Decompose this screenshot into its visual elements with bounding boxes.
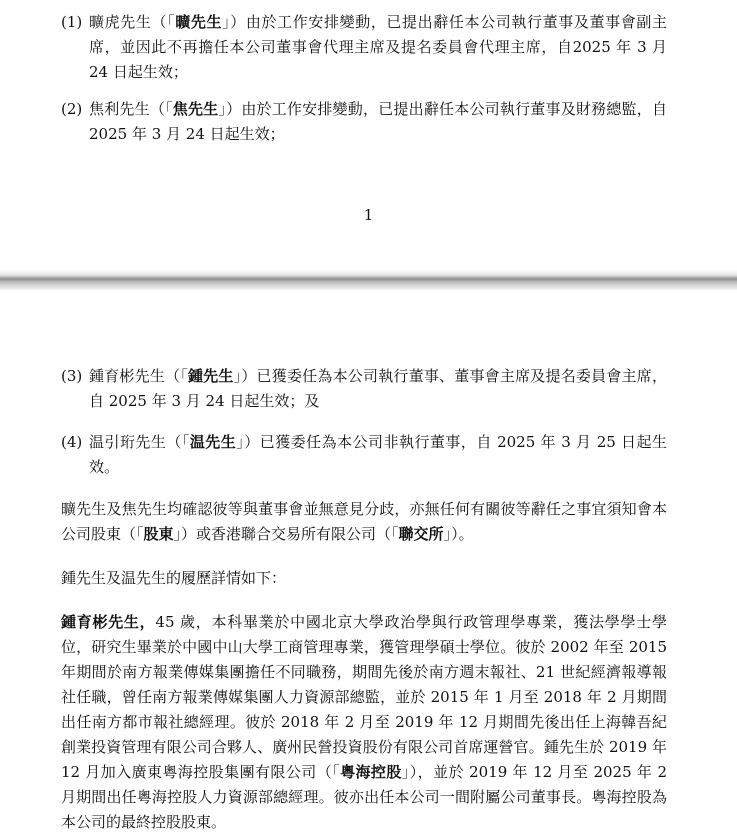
list-item-text [61,364,667,414]
list-item-text [61,10,667,85]
defined-term: 聯交所 [398,525,444,543]
text-segment: 」），並於 2019 年 12 月至 2025 年 2 月期間出任粵海控股人力資源部總經理。彼亦出任本公司一間附屬公司董事長。粵海控股為本公司的最終控股股東。 [61,763,667,831]
text-segment: 」）。 [443,525,474,543]
defined-term: 股東 [143,525,174,543]
text-segment: 曠虎先生（「 [89,13,176,31]
page-separator [0,270,737,290]
list-item-number: (1) [61,13,83,31]
list-item-number: (4) [61,433,83,451]
document-page-2 [0,290,737,831]
defined-term: 曠先生 [175,13,223,31]
list-item-text [61,430,667,480]
text-segment: 鍾育彬先生（「 [89,367,188,385]
defined-term: 温先生 [189,433,237,451]
text-segment: 」）已獲委任為本公司執行董事、董事會主席及提名委員會主席，自 2025 年 3 月 24 日起生效；及 [89,367,667,410]
text-segment: 」）由於工作安排變動，已提出辭任本公司執行董事及財務總監，自 2025 年 3 月 24 日起生效； [89,100,667,143]
text-segment: 」）由於工作安排變動，已提出辭任本公司執行董事及董事會副主席，並因此不再擔任本公司董事會代理主席及提名委員會代理主席，自2025 年 3 月 24 日起生效； [89,13,667,81]
defined-term: 鍾先生 [187,367,234,385]
defined-term: 粵海控股 [340,763,402,781]
list-item-4 [61,430,667,480]
list-item-number: (3) [61,367,83,385]
text-segment: 焦利先生（「 [89,100,173,118]
list-item-1 [61,10,667,85]
text-segment: 」）已獲委任為本公司非執行董事，自 2025 年 3 月 25 日起生效。 [89,433,667,476]
document-page-1 [0,0,737,270]
intro-paragraph: 鍾先生及温先生的履歷詳情如下： [61,569,287,587]
person-name: 鍾育彬先生， [61,613,156,631]
text-segment: 温引珩先生（「 [89,433,190,451]
list-item-3 [61,364,667,414]
list-item-text [61,97,667,147]
list-item-2 [61,97,667,147]
page-number: 1 [363,206,374,224]
biography-paragraph [61,610,667,835]
confirmation-paragraph [61,497,667,547]
text-segment: 曠先生及焦先生均確認彼等與董事會並無意見分歧，亦無任何有關彼等辭任之事宜須知會本公司股東（「 [61,500,667,543]
text-segment: 」）或香港聯合交易所有限公司（「 [173,525,399,543]
defined-term: 焦先生 [172,100,219,118]
list-item-number: (2) [61,100,83,118]
text-segment: 45 歲，本科畢業於中國北京大學政治學與行政管理學專業，獲法學學士學位，研究生畢業於中國中山大學工商管理專業，獲管理學碩士學位。彼於 2002 年至 2015 年期間於南方報業傳媒集團擔任不同職務，期間先後於南方週末報社、21 世紀經濟報導報社任職，曾任南方報業傳媒集團人力資源部總監，並於 2015 年 1 月至 2018 年 2 月期間出任南方都市報社總經理。彼於 2018 年 2 月至 2019 年 12 月期間先後出任上海韓吾紀創業投資管理有限公司合夥人、廣州民營投資股份有限公司首席運營官。鍾先生於 2019 年 12 月加入廣東粵海控股集團有限公司（「 [61,613,667,781]
